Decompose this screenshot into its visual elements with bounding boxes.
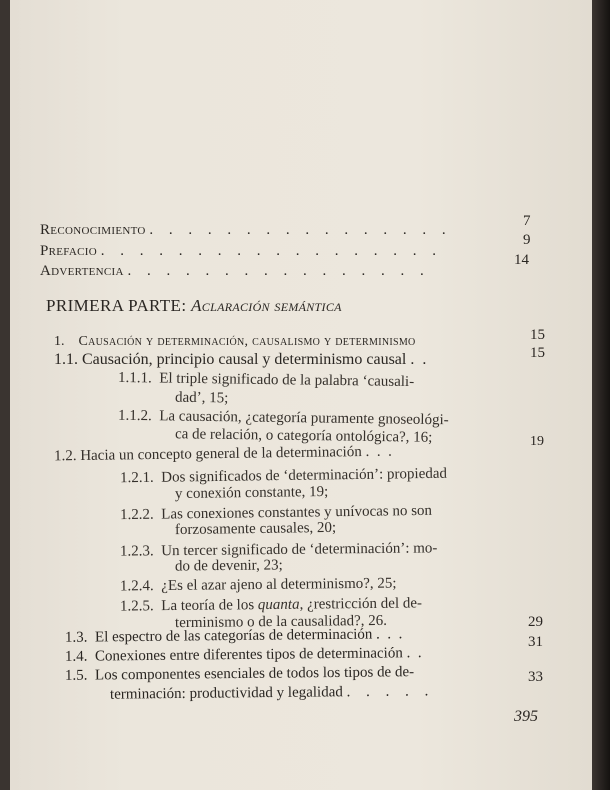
book-page [10,0,592,790]
toc-page: 15 [530,327,545,343]
leader-dots: . . . . . . . . . . . . . . . . [127,263,430,279]
toc-title-italic: quanta [257,596,300,614]
toc-entry-1-1-1 [118,370,414,391]
toc-page: 31 [528,634,543,650]
toc-number: 1.2. [53,448,77,465]
toc-title: , ¿restricción del de- [299,595,423,613]
leader-dots: . . . . . . . . . . . . . . . . . . [100,243,442,259]
leader-dots: . . . . . [346,683,435,701]
part-title: Aclaración semántica [191,296,342,315]
page-number: 395 [514,708,538,725]
toc-entry-advertencia [40,263,430,280]
toc-title: Un tercer significado de ‘determinación’: mo- [161,540,438,560]
toc-entry-1-2-4 [120,576,397,596]
toc-title: Conexiones entre diferentes tipos de determinación [94,645,403,665]
leader-dots: . . [406,645,422,662]
toc-number: 1.4. [64,648,88,665]
toc-number: 1.1.1. [117,369,152,387]
toc-entry-prefacio [40,243,442,260]
toc-number: 1.1.2. [117,407,152,425]
leader-dots: . . . [376,626,403,643]
leader-dots: . . [410,351,427,368]
leader-dots: . . . . . . . . . . . . . . . . [149,222,452,238]
toc-entry-1-1-2 [118,408,449,430]
toc-title: terminación: productividad y legalidad [109,684,343,703]
toc-title: Las conexiones constantes y unívocas no son [161,502,433,523]
toc-number: 1.5. [64,667,88,684]
toc-title: Prefacio [40,243,97,259]
toc-entry-1-1 [54,351,426,369]
toc-title: Reconocimiento [40,222,146,238]
toc-entry-1-2-2-cont: forzosamente causales, 20; [174,519,337,539]
part-label: PRIMERA PARTE: [46,296,187,315]
toc-entry-1-2-3-cont: do de devenir, 23; [174,557,283,575]
toc-title: Hacia un concepto general de la determinación [80,444,362,464]
toc-number: 1. [54,334,65,349]
toc-number: 1.2.5. [119,598,154,615]
toc-page: 29 [528,614,543,630]
toc-number: 1.2.4. [119,578,154,595]
toc-entry-1-3 [65,626,403,647]
toc-number: 1.2.3. [119,543,154,560]
toc-title: La causación, ¿categoría puramente gnoseológi- [159,408,449,429]
book-spine-shadow [592,0,610,790]
toc-page: 15 [530,345,545,361]
toc-page: 7 [523,213,531,229]
toc-title: La teoría de los [161,597,258,615]
toc-entry-1-4 [65,645,422,666]
part-heading [46,296,342,316]
toc-entry-1-5 [65,664,414,685]
toc-title: Dos significados de ‘determinación’: propiedad [161,465,448,486]
toc-page: 9 [523,232,531,248]
toc-entry-1-1-2-cont: ca de relación, o categoría ontológica?, 16; [174,426,433,446]
toc-title: Advertencia [40,263,124,279]
toc-entry-1-1-1-cont: dad’, 15; [174,389,229,407]
toc-page: 14 [514,252,529,268]
toc-title: ¿Es el azar ajeno al determinismo?, 25; [161,575,397,595]
toc-entry-1-2 [54,444,392,466]
toc-entry-reconocimiento [40,222,452,239]
toc-entry-1 [54,334,416,350]
toc-title: El espectro de las categorías de determinación [94,626,373,646]
toc-number: 1.2.1. [119,469,154,487]
toc-number: 1.3. [64,629,88,646]
toc-entry-1-2-1-cont: y conexión constante, 19; [174,483,329,503]
toc-page: 33 [528,669,543,685]
toc-title: Los componentes esenciales de todos los tipos de de- [94,664,415,684]
toc-entry-1-2-5-cont: terminismo o de la causalidad?, 26. [174,612,388,632]
toc-title: Causación y determinación, causalismo y determinismo [78,334,416,349]
toc-entry-1-5-cont [110,683,435,703]
leader-dots: . . . [365,443,392,461]
toc-number: 1.2.2. [119,506,154,524]
toc-page: 19 [530,434,544,449]
toc-number: 1.1. [54,351,78,368]
toc-title: Causación, principio causal y determinismo causal [82,351,407,368]
toc-title: El triple significado de la palabra ‘causali- [159,370,415,391]
